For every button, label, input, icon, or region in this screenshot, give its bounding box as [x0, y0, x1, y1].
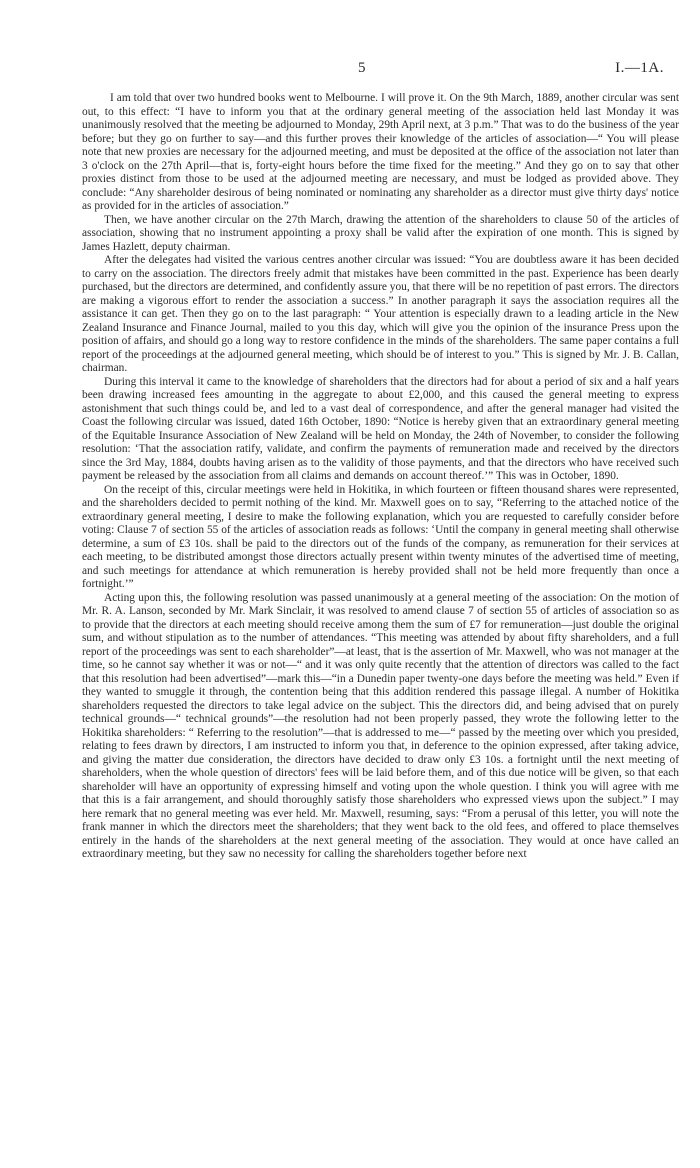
page-number: 5: [358, 60, 366, 76]
paragraph: I am told that over two hundred books went to Melbourne. I will prove it. On the 9th March, 1889, another circular was sent out, to this effect: “I have to inform you that at the ordinary general meeting of the association held last Monday it was unanimously resolved that the meeting be adjourned to Monday, 29th April next, at 3 p.m.” That was to do the business of the year before; but they go on further to say—and this further proves their knowledge of the articles of association—“ You will please note that new proxies are necessary for the adjourned meeting, and must be deposited at the office of the association not later than 3 o'clock on the 27th April—that is, forty-eight hours before the time fixed for the meeting.” And they go on to say that other proxies distinct from those to be used at the adjourned meeting are necessary, and must be lodged as provided above. They conclude: “Any shareholder desirous of being nominated or nominating any shareholder as a director must give thirty days' notice as provided for in the articles of association.”: [82, 92, 679, 212]
body-text: [82, 92, 679, 862]
paragraph: Then, we have another circular on the 27th March, drawing the attention of the shareholders to clause 50 of the articles of association, showing that no instrument appointing a proxy shall be valid after the expiration of one month. This is signed by James Hazlett, deputy chairman.: [82, 213, 679, 253]
paragraph: During this interval it came to the knowledge of shareholders that the directors had for about a period of six and a half years been drawing increased fees amounting in the aggregate to about £2,000, and this caused the general meeting to express astonishment that such things could be, and led to a vast deal of correspondence, and after the general manager had visited the Coast the following circular was issued, dated 16th October, 1890: “Notice is hereby given that an extraordinary general meeting of the Equitable Insurance Association of New Zealand will be held on Monday, the 24th of November, to consider the following resolution: ‘That the association ratify, validate, and confirm the payments of remuneration made and received by the directors since the 3rd May, 1884, doubts having arisen as to the validity of those payments, and that the directors who have received such payment be released by the association from all claims and demands on account thereof.’” This was in October, 1890.: [82, 375, 679, 482]
page-header: [0, 60, 700, 82]
document-reference: I.—1A.: [615, 60, 664, 76]
paragraph: Acting upon this, the following resolution was passed unanimously at a general meeting of the association: On the motion of Mr. R. A. Lanson, seconded by Mr. Mark Sinclair, it was resolved to amend clause 7 of section 55 of articles of association so as to provide that the directors at each meeting should receive among them the sum of £7 for remuneration—just double the original sum, and without stipulation as to the number of attendances. “This meeting was attended by about fifty shareholders, and a full report of the proceedings was sent to each shareholder”—at least, that is the assertion of Mr. Maxwell, who was not manager at the time, so he cannot say whether it was or not—“ and it was only quite recently that the attention of directors was called to the fact that this resolution had been advertised”—mark this—“in a Dunedin paper twenty-one days before the meeting was held.” Even if they wanted to smuggle it through, the contention being that this addition rendered this passage illegal. A number of Hokitika shareholders requested the directors to take legal advice on the subject. This the directors did, and being advised that on purely technical grounds—“ technical grounds”—the resolution had not been properly passed, they wrote the following letter to the Hokitika shareholders: “ Referring to the resolution”—that is addressed to me—“ passed by the meeting over which you presided, relating to fees drawn by directors, I am instructed to inform you that, in deference to the opinion expressed, after taking advice, and giving the matter due consideration, the directors have decided to draw only £3 10s. a fortnight until the next meeting of shareholders, when the whole question of directors' fees will be laid before them, and of this due notice will be given, so that each shareholder will have an opportunity of expressing himself and voting upon the whole question. I think you will agree with me that this is a fair arrangement, and should thoroughly satisfy those shareholders who expressed views upon the subject.” I may here remark that no general meeting was ever held. Mr. Maxwell, resuming, says: “From a perusal of this letter, you will note the frank manner in which the directors meet the shareholders; that they went back to the old fees, and offered to place themselves entirely in the hands of the shareholders at the next general meeting of the association. They would at once have called an extraordinary meeting, but they saw no necessity for calling the shareholders together before next: [82, 591, 679, 860]
paragraph: After the delegates had visited the various centres another circular was issued: “You are doubtless aware it has been decided to carry on the association. The directors freely admit that mistakes have been committed in the past. Experience has been dearly purchased, but the directors are determined, and confidently assure you, that there will be no repetition of past errors. The directors are making a vigorous effort to render the association a success.” In another paragraph it says the association requires all the assistance it can get. Then they go on to the last paragraph: “ Your attention is especially drawn to a leading article in the New Zealand Insurance and Finance Journal, mailed to you this day, which will give you the opinion of the insurance Press upon the position of affairs, and should go a long way to restore confidence in the minds of the shareholders. The same paper contains a full report of the proceedings at the adjourned general meeting, which should be of interest to you.” This is signed by Mr. J. B. Callan, chairman.: [82, 254, 679, 374]
paragraph: On the receipt of this, circular meetings were held in Hokitika, in which fourteen or fifteen thousand shares were represented, and the shareholders decided to permit nothing of the kind. Mr. Maxwell goes on to say, “Referring to the attached notice of the extraordinary general meeting, I desire to make the following explanation, which you are requested to carefully consider before voting: Clause 7 of section 55 of the articles of association reads as follows: ‘Until the company in general meeting shall otherwise determine, a sum of £3 10s. shall be paid to the directors out of the funds of the company, as remuneration for their services at each meeting, to be distributed amongst those directors actually present within twenty minutes of the advertised time of meeting, and such meetings for attendance at which remuneration is hereby provided shall not be held more frequently than once a fortnight.’”: [82, 483, 679, 590]
